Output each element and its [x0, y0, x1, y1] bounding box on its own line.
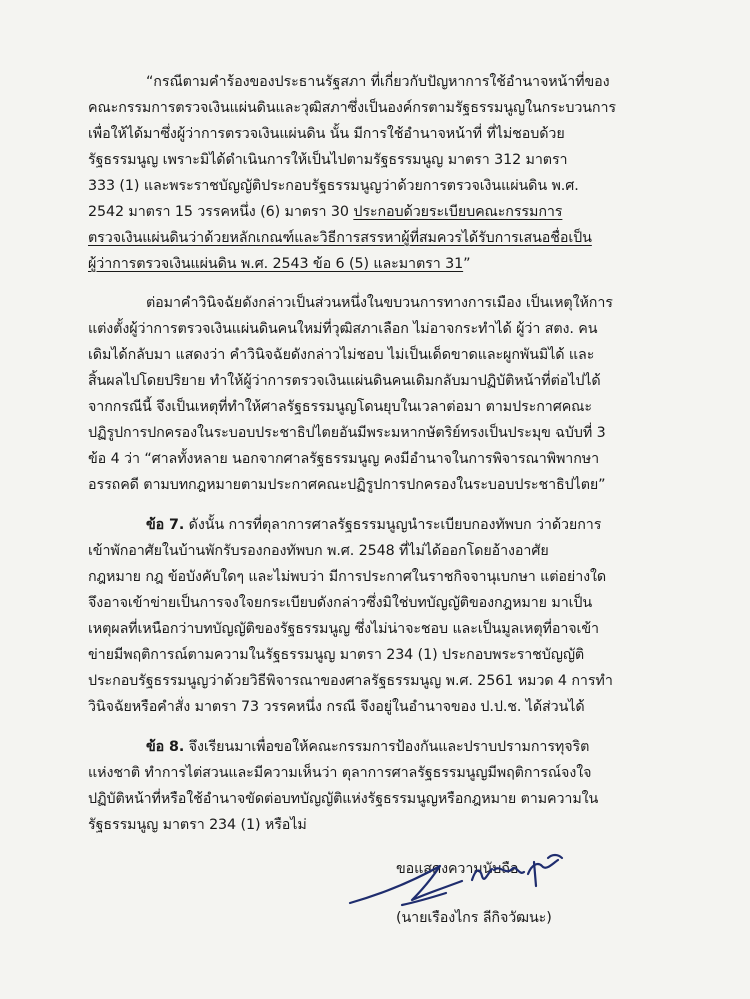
closing-quote: ”	[463, 256, 471, 272]
paragraph-line: จากกรณีนี้ จึงเป็นเหตุที่ทำให้ศาลรัฐธรรมนูญโดนยุบในเวลาต่อมา ตามประกาศคณะ	[88, 399, 592, 415]
signatory-name: (นายเรืองไกร ลีกิจวัฒนะ)	[396, 910, 552, 926]
paragraph-line: ต่อมาคำวินิจฉัยดังกล่าวเป็นส่วนหนึ่งในขบวนการทางการเมือง เป็นเหตุให้การ	[146, 295, 613, 311]
paragraph-text: ดังนั้น การที่ตุลาการศาลรัฐธรรมนูญนำระเบียบกองทัพบก ว่าด้วยการ	[184, 517, 602, 533]
paragraph-text: จึงเรียนมาเพื่อขอให้คณะกรรมการป้องกันและปราบปรามการทุจริต	[184, 739, 590, 755]
clause-number: ข้อ 8.	[146, 739, 185, 755]
paragraph-line: แห่งชาติ ทำการไต่สวนและมีความเห็นว่า ตุลาการศาลรัฐธรรมนูญมีพฤติการณ์จงใจ	[88, 765, 592, 781]
paragraph-line: รัฐธรรมนูญ เพราะมิได้ดำเนินการให้เป็นไปตามรัฐธรรมนูญ มาตรา 312 มาตรา	[88, 152, 568, 168]
paragraph-text: 2542 มาตรา 15 วรรคหนึ่ง (6) มาตรา 30	[88, 204, 354, 220]
paragraph-line: เข้าพักอาศัยในบ้านพักรับรองกองทัพบก พ.ศ. 2548 ที่ไม่ได้ออกโดยอ้างอาศัย	[88, 543, 549, 559]
paragraph-line: ข้อ 4 ว่า “ศาลทั้งหลาย นอกจากศาลรัฐธรรมนูญ คงมีอำนาจในการพิจารณาพิพากษา	[88, 451, 600, 467]
paragraph-line: จึงอาจเข้าข่ายเป็นการจงใจยกระเบียบดังกล่าวซึ่งมิใช่บทบัญญัติของกฎหมาย มาเป็น	[88, 595, 593, 611]
paragraph-line: กฎหมาย กฎ ข้อบังคับใดๆ และไม่พบว่า มีการประกาศในราชกิจจานุเบกษา แต่อย่างใด	[88, 569, 607, 585]
paragraph-line: “กรณีตามคำร้องของประธานรัฐสภา ที่เกี่ยวกับปัญหาการใช้อำนาจหน้าที่ของ	[146, 74, 610, 90]
underlined-line: ตรวจเงินแผ่นดินว่าด้วยหลักเกณฑ์และวิธีการสรรหาผู้ที่สมควรได้รับการเสนอชื่อเป็น	[88, 230, 592, 246]
paragraph-line: วินิจฉัยหรือคำสั่ง มาตรา 73 วรรคหนึ่ง กรณี จึงอยู่ในอำนาจของ ป.ป.ช. ได้ส่วนได้	[88, 699, 585, 715]
paragraph-line: คณะกรรมการตรวจเงินแผ่นดินและวุฒิสภาซึ่งเป็นองค์กรตามรัฐธรรมนูญในกระบวนการ	[88, 100, 616, 116]
paragraph-line: เพื่อให้ได้มาซึ่งผู้ว่าการตรวจเงินแผ่นดิน นั้น มีการใช้อำนาจหน้าที่ ที่ไม่ชอบด้วย	[88, 126, 565, 142]
underlined-text: ผู้ว่าการตรวจเงินแผ่นดิน พ.ศ. 2543 ข้อ 6 (5) และมาตรา 31	[88, 256, 464, 272]
paragraph-line: ปฏิรูปการปกครองในระบอบประชาธิปไตยอันมีพระมหากษัตริย์ทรงเป็นประมุข ฉบับที่ 3	[88, 425, 606, 441]
underlined-text: ประกอบด้วยระเบียบคณะกรรมการ	[353, 204, 563, 220]
paragraph-line: ปฏิบัติหน้าที่หรือใช้อำนาจขัดต่อบทบัญญัติแห่งรัฐธรรมนูญหรือกฎหมาย ตามความใน	[88, 791, 599, 807]
paragraph-line: ประกอบรัฐธรรมนูญว่าด้วยวิธีพิจารณาของศาลรัฐธรรมนูญ พ.ศ. 2561 หมวด 4 การทำ	[88, 673, 613, 689]
paragraph-line: แต่งตั้งผู้ว่าการตรวจเงินแผ่นดินคนใหม่ที่วุฒิสภาเลือก ไม่อาจกระทำได้ ผู้ว่า สตง. คน	[88, 321, 598, 337]
paragraph-line: สิ้นผลไปโดยปริยาย ทำให้ผู้ว่าการตรวจเงินแผ่นดินคนเดิมกลับมาปฏิบัติหน้าที่ต่อไปได้	[88, 373, 601, 389]
paragraph-line: อรรถคดี ตามบทกฎหมายตามประกาศคณะปฏิรูปการปกครองในระบอบประชาธิปไตย”	[88, 477, 606, 493]
paragraph-line: รัฐธรรมนูญ มาตรา 234 (1) หรือไม่	[88, 817, 307, 833]
paragraph-line: ข่ายมีพฤติการณ์ตามความในรัฐธรรมนูญ มาตรา 234 (1) ประกอบพระราชบัญญัติ	[88, 647, 585, 663]
paragraph-line: เหตุผลที่เหนือกว่าบทบัญญัติของรัฐธรรมนูญ ซึ่งไม่น่าจะชอบ และเป็นมูลเหตุที่อาจเข้า	[88, 621, 599, 637]
paragraph-line: เดิมได้กลับมา แสดงว่า คำวินิจฉัยดังกล่าวไม่ชอบ ไม่เป็นเด็ดขาดและผูกพันมิได้ และ	[88, 347, 595, 363]
clause-number: ข้อ 7.	[146, 517, 185, 533]
closing-regards: ขอแสดงความนับถือ	[396, 861, 519, 877]
paragraph-line: 333 (1) และพระราชบัญญัติประกอบรัฐธรรมนูญว่าด้วยการตรวจเงินแผ่นดิน พ.ศ.	[88, 178, 579, 194]
